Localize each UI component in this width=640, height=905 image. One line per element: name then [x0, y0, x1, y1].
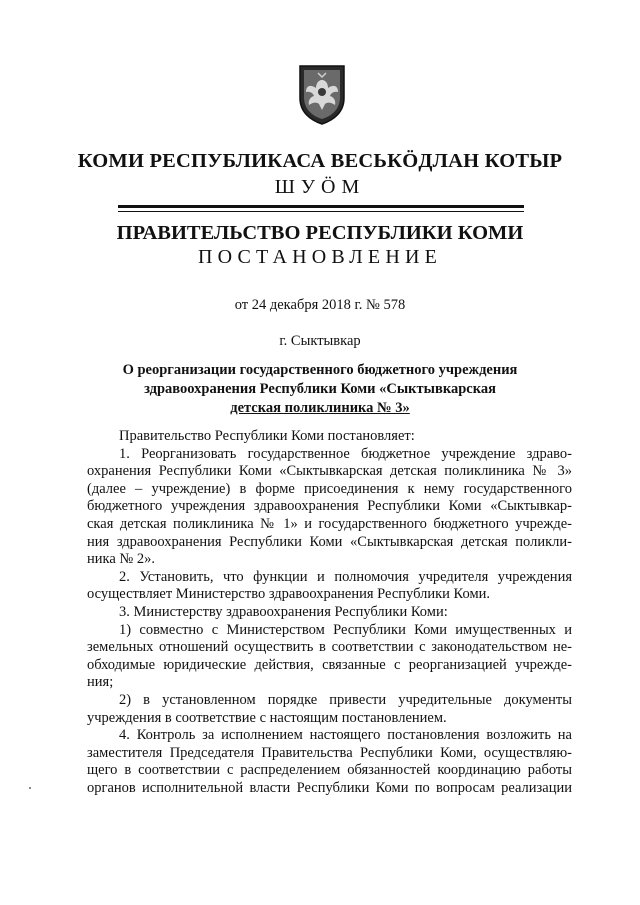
- body-line: 3. Министерству здравоохранения Республики Коми:: [119, 603, 448, 620]
- komi-document-type: ШУӦМ: [274, 176, 366, 198]
- document-body: [87, 428, 572, 797]
- document-city: г. Сыктывкар: [279, 333, 361, 349]
- body-line: ника № 2».: [87, 551, 155, 568]
- body-line: (далее – учреждение) в форме присоединения к нему государственного: [87, 480, 572, 497]
- header-divider-thin: [118, 211, 524, 212]
- body-line: осуществляет Министерство здравоохранения Республики Коми.: [87, 586, 491, 603]
- title-line: здравоохранения Республики Коми «Сыктывкарская: [144, 381, 496, 397]
- document-date-number: от 24 декабря 2018 г. № 578: [234, 297, 406, 313]
- body-line: 2) в установленном порядке привести учредительные документы: [119, 691, 572, 708]
- document-title: [0, 361, 640, 418]
- body-line: бюджетного учреждения здравоохранения Республики Коми «Сыктывкар-: [87, 498, 572, 515]
- russian-government-name: ПРАВИТЕЛЬСТВО РЕСПУБЛИКИ КОМИ: [116, 222, 524, 244]
- body-line: земельных отношений осуществить в соответствии с законодательством не-: [87, 639, 572, 656]
- title-line: О реорганизации государственного бюджетного учреждения: [122, 362, 518, 378]
- body-line: 4. Контроль за исполнением настоящего постановления возложить на: [119, 727, 572, 744]
- body-line: ния;: [87, 674, 114, 691]
- body-line: Правительство Республики Коми постановляет:: [119, 428, 415, 444]
- body-line: охранения Республики Коми «Сыктывкарская детская поликлиника № 3»: [87, 463, 572, 480]
- body-line: обходимые юридические действия, связанные с реорганизацией учрежде-: [87, 656, 572, 673]
- body-line: 1) совместно с Министерством Республики Коми имущественных и: [119, 621, 572, 638]
- scan-speck: [29, 787, 31, 789]
- body-line: заместителя Председателя Правительства Республики Коми, осуществляю-: [87, 744, 572, 761]
- body-line: 1. Реорганизовать государственное бюджетное учреждение здраво-: [119, 445, 572, 462]
- body-line: ская детская поликлиника № 1» и государственного бюджетного учрежде-: [87, 515, 572, 532]
- body-line: ния здравоохранения Республики Коми «Сыктывкарская детская поликли-: [87, 533, 572, 550]
- body-line: щего в соответствии с распределением обязанностей координацию работы: [87, 762, 572, 779]
- russian-document-type: ПОСТАНОВЛЕНИЕ: [197, 246, 443, 268]
- body-line: органов исполнительной власти Республики Коми по вопросам реализации: [87, 779, 572, 796]
- body-line: 2. Установить, что функции и полномочия учредителя учреждения: [119, 568, 572, 585]
- body-line: учреждения в соответствие с настоящим постановлением.: [87, 709, 447, 726]
- header-divider-thick: [118, 205, 524, 208]
- komi-government-name: КОМИ РЕСПУБЛИКАСА ВЕСЬКӦДЛАН КОТЫР: [77, 150, 563, 172]
- komi-coat-of-arms-icon: [296, 64, 348, 126]
- title-line: детская поликлиника № 3»: [230, 400, 410, 416]
